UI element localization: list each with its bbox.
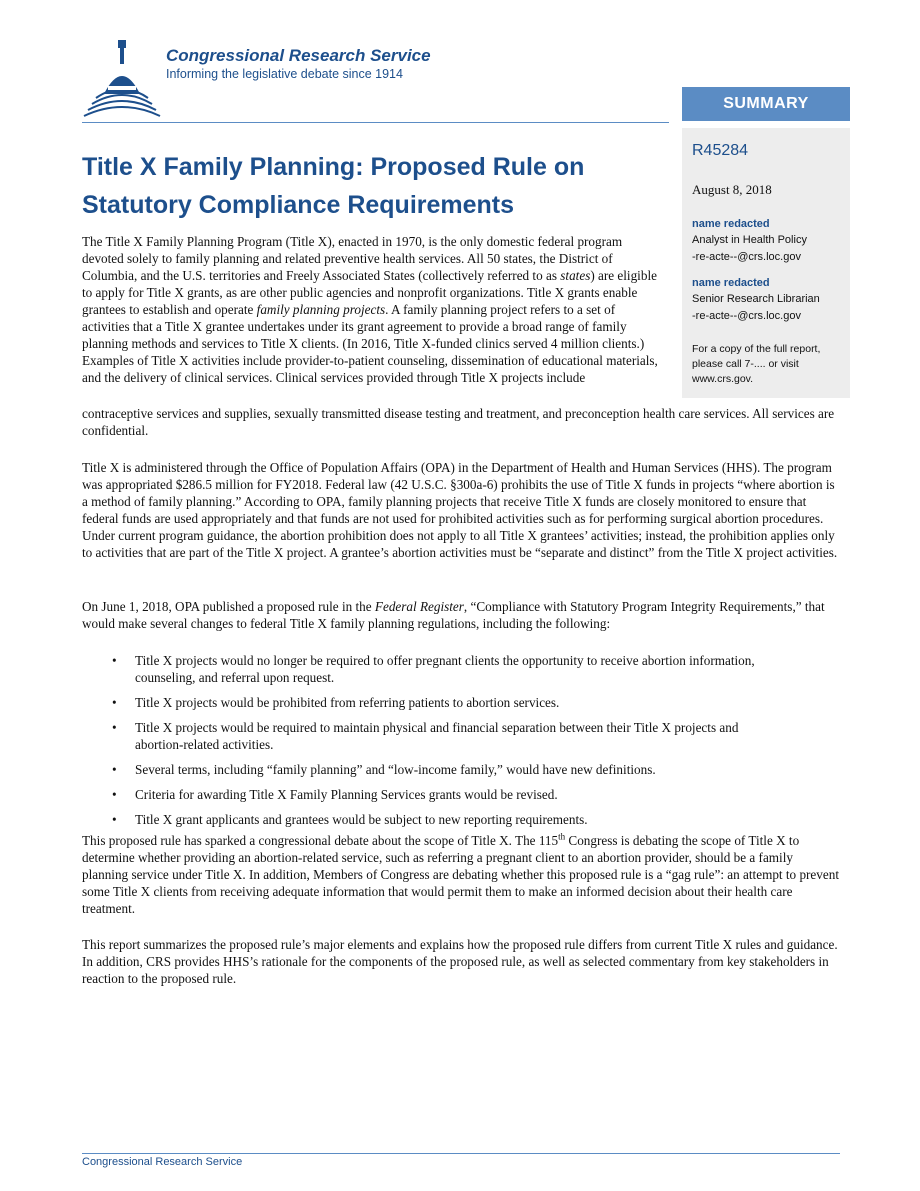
paragraph: The Title X Family Planning Program (Title X), enacted in 1970, is the only domestic federal program devoted solely to family planning and related preventive health services. All 50 states, the District of Columbia, and the U.S. territories and Freely Associated States (collectively referred to as states) are eligible to apply for Title X grants, as are other public agencies and nonprofit organizations. Title X grants enable grantees to establish and operate family planning projects. A family planning project refers to a set of activities that a Title X grantee undertakes under its grant agreement to provide a broad range of family planning methods and services to Title X clients. (In 2016, Title X-funded clinics served 4 million clients.) Examples of Title X activities include provider-to-patient counseling, dissemination of educational materials, and the delivery of clinical services. Clinical services provided through Title X projects include — [82, 234, 658, 385]
author-email[interactable]: -re-acte--@crs.loc.gov — [692, 251, 801, 263]
page-footer: Congressional Research Service — [82, 1156, 243, 1168]
list-item: • Several terms, including “family planning” and “low-income family,” would have new definitions. — [82, 761, 782, 778]
footer-divider — [82, 1153, 840, 1154]
crs-logo — [82, 36, 482, 122]
capitol-dome-icon — [82, 36, 162, 122]
author-name: name redacted — [692, 218, 770, 230]
author-name: name redacted — [692, 277, 770, 289]
org-name: Congressional Research Service — [166, 46, 431, 65]
paragraph: Title X is administered through the Office of Population Affairs (OPA) in the Department of Health and Human Services (HHS). The program was appropriated $286.5 million for FY2018. Federal law (42 U.S.C. §300a-6) prohibits the use of Title X funds in projects “where abortion is a method of family planning.” According to OPA, family planning projects that receive Title X funds are closely monitored to ensure that federal funds are used appropriately and that funds are not used for prohibited activities such as for performing surgical abortion procedures. Under current program guidance, the abortion prohibition does not apply to all Title X grantees’ activities; instead, the prohibition applies only to activities that are part of the Title X project. A grantee’s abortion activities must be “separate and distinct” from the Title X project activities. — [82, 460, 838, 560]
proposed-changes-list — [82, 652, 782, 836]
list-item: • Title X projects would be prohibited from referring patients to abortion services. — [82, 694, 782, 711]
report-number: R45284 — [692, 142, 749, 159]
summary-label: SUMMARY — [682, 87, 850, 121]
list-item: • Title X projects would be required to maintain physical and financial separation between their Title X projects and abortion-related activities. — [82, 719, 782, 753]
paragraph: This report summarizes the proposed rule’s major elements and explains how the proposed rule differs from current Title X rules and guidance. In addition, CRS provides HHS’s rationale for the components of the proposed rule, as well as selected commentary from key stakeholders in reaction to the proposed rule. — [82, 937, 838, 986]
org-tagline: Informing the legislative debate since 1914 — [166, 67, 403, 81]
paragraph: contraceptive services and supplies, sexually transmitted disease testing and treatment, and preconception health care services. All services are confidential. — [82, 406, 835, 438]
header-divider — [82, 122, 669, 123]
report-date: August 8, 2018 — [692, 182, 772, 197]
list-item: • Title X projects would no longer be required to offer pregnant clients the opportunity to receive abortion information, counseling, and referral upon request. — [82, 652, 782, 686]
page-title: Title X Family Planning: Proposed Rule on Statutory Compliance Requirements — [82, 153, 585, 219]
list-item: • Criteria for awarding Title X Family Planning Services grants would be revised. — [82, 786, 782, 803]
paragraph: This proposed rule has sparked a congressional debate about the scope of Title X. The 115th Congress is debating the scope of Title X to determine whether providing an abortion-related service, such as referring a pregnant client to an abortion provider, should be a family planning service under Title X. In addition, Members of Congress are debating whether this proposed rule is a “gag rule”: an attempt to prevent some Title X clients from receiving adequate information that would permit them to make an informed decision about their health care treatment. — [82, 831, 839, 916]
paragraph: On June 1, 2018, OPA published a proposed rule in the Federal Register, “Compliance with Statutory Program Integrity Requirements,” that would make several changes to federal Title X family planning regulations, including the following: — [82, 599, 825, 631]
summary-sidebar — [682, 128, 850, 398]
list-item: • Title X grant applicants and grantees would be subject to new reporting requirements. — [82, 811, 782, 828]
copy-note: For a copy of the full report, please call 7-.... or visit www.crs.gov. — [692, 343, 821, 385]
author-title: Analyst in Health Policy — [692, 234, 807, 246]
author-title: Senior Research Librarian — [692, 293, 820, 305]
author-email[interactable]: -re-acte--@crs.loc.gov — [692, 310, 801, 322]
